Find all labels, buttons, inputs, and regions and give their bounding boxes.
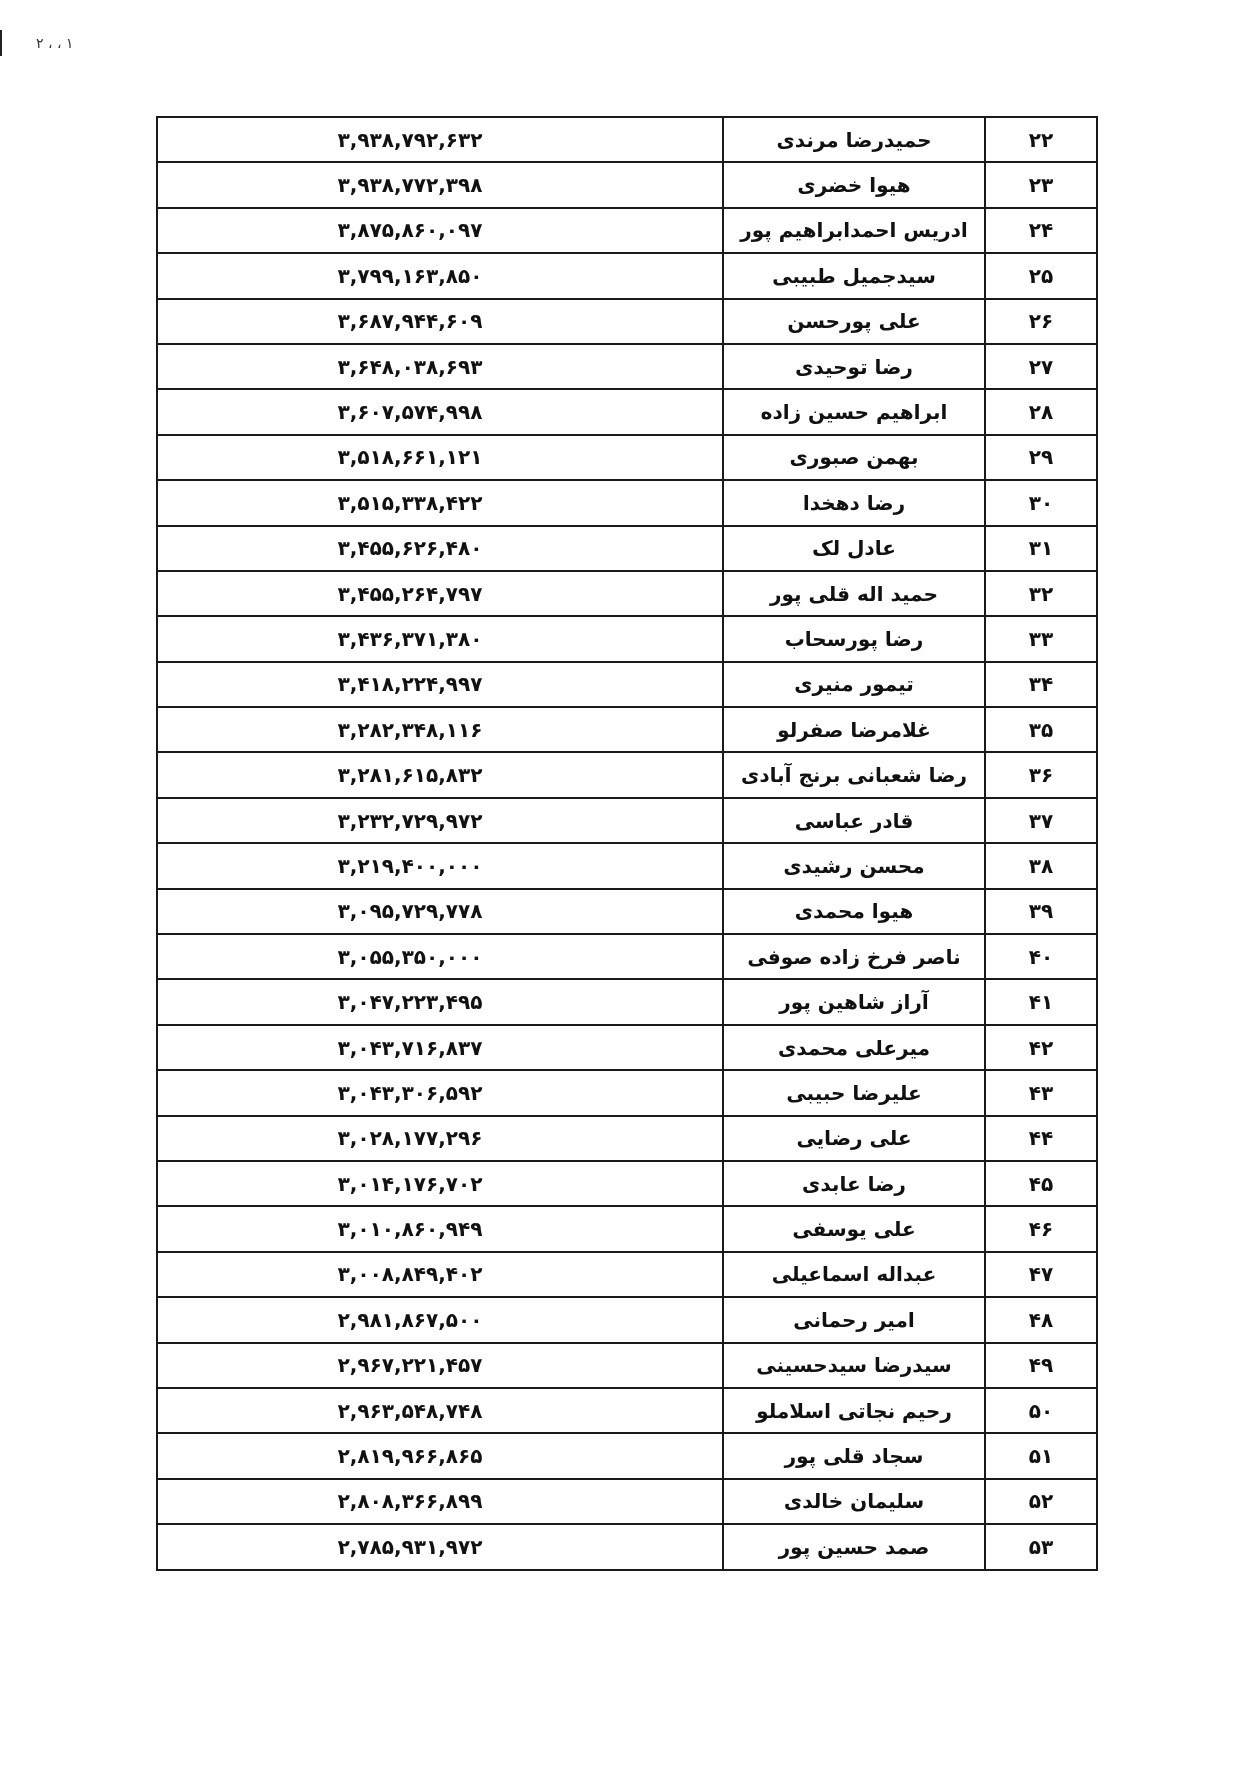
table-row [157, 389, 1097, 434]
table-row [157, 1524, 1097, 1569]
row-name: امیر رحمانی [723, 1297, 985, 1342]
row-amount-cell [157, 1206, 723, 1251]
table-row [157, 1479, 1097, 1524]
table-row [157, 1161, 1097, 1206]
row-amount: ۳,۷۹۹,۱۶۳,۸۵۰ [337, 263, 483, 288]
row-name: بهمن صبوری [723, 435, 985, 480]
row-name: ابراهیم حسین زاده [723, 389, 985, 434]
row-amount: ۲,۹۶۳,۵۴۸,۷۴۸ [337, 1398, 483, 1423]
row-name: رحیم نجاتی اسلاملو [723, 1388, 985, 1433]
row-amount-cell [157, 299, 723, 344]
row-number: ۵۲ [985, 1479, 1097, 1524]
row-number: ۲۹ [985, 435, 1097, 480]
row-amount: ۳,۴۳۶,۳۷۱,۳۸۰ [337, 626, 483, 651]
row-amount-cell [157, 1524, 723, 1569]
row-name: علیرضا حبیبی [723, 1070, 985, 1115]
row-name: عبداله اسماعیلی [723, 1252, 985, 1297]
row-amount-cell [157, 1479, 723, 1524]
row-amount: ۳,۰۵۵,۳۵۰,۰۰۰ [337, 944, 483, 969]
table-row [157, 752, 1097, 797]
row-name: صمد حسین پور [723, 1524, 985, 1569]
row-name: ادریس احمدابراهیم پور [723, 208, 985, 253]
table-row [157, 162, 1097, 207]
row-amount-cell [157, 798, 723, 843]
table-row [157, 979, 1097, 1024]
row-number: ۴۵ [985, 1161, 1097, 1206]
row-name: سیدجمیل طبیبی [723, 253, 985, 298]
row-number: ۲۶ [985, 299, 1097, 344]
row-amount-cell [157, 662, 723, 707]
row-number: ۴۲ [985, 1025, 1097, 1070]
row-amount: ۳,۰۲۸,۱۷۷,۲۹۶ [337, 1126, 483, 1151]
row-amount-cell [157, 1116, 723, 1161]
row-number: ۴۸ [985, 1297, 1097, 1342]
table-row [157, 344, 1097, 389]
row-amount-cell [157, 707, 723, 752]
row-name: رضا عابدی [723, 1161, 985, 1206]
row-amount: ۳,۲۳۲,۷۲۹,۹۷۲ [337, 808, 483, 833]
table-row [157, 571, 1097, 616]
row-amount-cell [157, 1161, 723, 1206]
row-amount-cell [157, 1070, 723, 1115]
row-amount: ۳,۲۱۹,۴۰۰,۰۰۰ [337, 853, 483, 878]
table-row [157, 616, 1097, 661]
row-amount: ۳,۰۱۴,۱۷۶,۷۰۲ [337, 1171, 483, 1196]
row-number: ۴۶ [985, 1206, 1097, 1251]
row-amount-cell [157, 208, 723, 253]
row-number: ۲۸ [985, 389, 1097, 434]
row-name: سیدرضا سیدحسینی [723, 1343, 985, 1388]
table-row [157, 253, 1097, 298]
row-amount-cell [157, 117, 723, 162]
row-amount-cell [157, 344, 723, 389]
row-name: سجاد قلی پور [723, 1433, 985, 1478]
row-number: ۳۶ [985, 752, 1097, 797]
row-amount: ۳,۰۱۰,۸۶۰,۹۴۹ [337, 1217, 483, 1242]
row-amount: ۳,۵۱۵,۳۳۸,۴۲۲ [337, 490, 483, 515]
table-row [157, 1206, 1097, 1251]
table-row [157, 662, 1097, 707]
row-name: تیمور منیری [723, 662, 985, 707]
row-name: سلیمان خالدی [723, 1479, 985, 1524]
row-number: ۴۰ [985, 934, 1097, 979]
row-number: ۲۷ [985, 344, 1097, 389]
table-row [157, 208, 1097, 253]
row-amount: ۳,۵۱۸,۶۶۱,۱۲۱ [337, 445, 483, 470]
row-amount: ۳,۴۵۵,۶۲۶,۴۸۰ [337, 536, 483, 561]
table-row [157, 299, 1097, 344]
row-number: ۲۵ [985, 253, 1097, 298]
row-name: هیوا محمدی [723, 889, 985, 934]
row-amount: ۲,۹۸۱,۸۶۷,۵۰۰ [337, 1307, 483, 1332]
row-name: قادر عباسی [723, 798, 985, 843]
row-number: ۳۳ [985, 616, 1097, 661]
row-amount: ۳,۰۴۳,۷۱۶,۸۳۷ [337, 1035, 483, 1060]
table-row [157, 1070, 1097, 1115]
row-amount-cell [157, 1252, 723, 1297]
table-row [157, 1252, 1097, 1297]
row-amount-cell [157, 934, 723, 979]
row-amount-cell [157, 616, 723, 661]
table-row [157, 1116, 1097, 1161]
row-amount: ۳,۲۸۱,۶۱۵,۸۳۲ [337, 763, 483, 788]
table-row [157, 526, 1097, 571]
row-name: رضا توحیدی [723, 344, 985, 389]
row-number: ۵۰ [985, 1388, 1097, 1433]
row-amount: ۳,۶۸۷,۹۴۴,۶۰۹ [337, 309, 483, 334]
row-amount: ۳,۶۴۸,۰۳۸,۶۹۳ [337, 354, 483, 379]
row-amount-cell [157, 1433, 723, 1478]
row-amount-cell [157, 253, 723, 298]
row-number: ۴۷ [985, 1252, 1097, 1297]
row-name: غلامرضا صفرلو [723, 707, 985, 752]
row-amount-cell [157, 979, 723, 1024]
row-amount: ۳,۹۳۸,۷۹۲,۶۳۲ [337, 127, 483, 152]
table-row [157, 435, 1097, 480]
row-name: رضا شعبانی برنج آبادی [723, 752, 985, 797]
row-amount: ۳,۰۹۵,۷۲۹,۷۷۸ [337, 899, 483, 924]
row-name: آراز شاهین پور [723, 979, 985, 1024]
row-amount-cell [157, 1388, 723, 1433]
row-amount-cell [157, 571, 723, 616]
table-row [157, 1343, 1097, 1388]
table-row [157, 1297, 1097, 1342]
row-number: ۳۵ [985, 707, 1097, 752]
row-number: ۴۹ [985, 1343, 1097, 1388]
row-name: حمیدرضا مرندی [723, 117, 985, 162]
table-row [157, 798, 1097, 843]
row-amount: ۲,۸۱۹,۹۶۶,۸۶۵ [337, 1444, 483, 1469]
row-amount-cell [157, 1025, 723, 1070]
row-amount: ۲,۸۰۸,۳۶۶,۸۹۹ [337, 1489, 483, 1514]
row-number: ۳۸ [985, 843, 1097, 888]
row-amount: ۳,۴۱۸,۲۲۴,۹۹۷ [337, 672, 483, 697]
row-name: حمید اله قلی پور [723, 571, 985, 616]
row-amount-cell [157, 162, 723, 207]
row-number: ۳۴ [985, 662, 1097, 707]
row-name: علی پورحسن [723, 299, 985, 344]
table-row [157, 1388, 1097, 1433]
row-number: ۲۲ [985, 117, 1097, 162]
row-number: ۳۹ [985, 889, 1097, 934]
row-amount: ۳,۲۸۲,۳۴۸,۱۱۶ [337, 717, 483, 742]
row-number: ۴۴ [985, 1116, 1097, 1161]
table-row [157, 934, 1097, 979]
row-name: عادل لک [723, 526, 985, 571]
row-number: ۲۴ [985, 208, 1097, 253]
table-row [157, 1433, 1097, 1478]
page-mark: ۲ ، ، ۱ [36, 36, 74, 52]
row-number: ۴۱ [985, 979, 1097, 1024]
row-number: ۳۲ [985, 571, 1097, 616]
row-name: رضا دهخدا [723, 480, 985, 525]
row-amount: ۲,۷۸۵,۹۳۱,۹۷۲ [337, 1534, 483, 1559]
row-number: ۴۳ [985, 1070, 1097, 1115]
row-number: ۳۷ [985, 798, 1097, 843]
row-amount: ۳,۴۵۵,۲۶۴,۷۹۷ [337, 581, 483, 606]
row-number: ۳۱ [985, 526, 1097, 571]
row-name: هیوا خضری [723, 162, 985, 207]
row-amount-cell [157, 889, 723, 934]
row-amount: ۲,۹۶۷,۲۲۱,۴۵۷ [337, 1353, 483, 1378]
row-name: میرعلی محمدی [723, 1025, 985, 1070]
row-number: ۲۳ [985, 162, 1097, 207]
row-number: ۵۱ [985, 1433, 1097, 1478]
row-amount-cell [157, 389, 723, 434]
row-amount-cell [157, 843, 723, 888]
table-body [157, 117, 1097, 1570]
row-amount: ۳,۸۷۵,۸۶۰,۰۹۷ [337, 218, 483, 243]
row-amount: ۳,۰۰۸,۸۴۹,۴۰۲ [337, 1262, 483, 1287]
table-row [157, 843, 1097, 888]
table-row [157, 707, 1097, 752]
row-amount: ۳,۰۴۷,۲۲۳,۴۹۵ [337, 990, 483, 1015]
row-amount-cell [157, 526, 723, 571]
ranking-table [156, 116, 1098, 1571]
row-amount-cell [157, 480, 723, 525]
row-number: ۳۰ [985, 480, 1097, 525]
row-name: محسن رشیدی [723, 843, 985, 888]
row-amount: ۳,۰۴۳,۳۰۶,۵۹۲ [337, 1080, 483, 1105]
table-row [157, 480, 1097, 525]
table-row [157, 1025, 1097, 1070]
row-amount-cell [157, 752, 723, 797]
row-name: ناصر فرخ زاده صوفی [723, 934, 985, 979]
scan-edge-mark [0, 30, 2, 56]
row-amount-cell [157, 1343, 723, 1388]
table-row [157, 117, 1097, 162]
row-number: ۵۳ [985, 1524, 1097, 1569]
row-name: علی یوسفی [723, 1206, 985, 1251]
row-amount: ۳,۶۰۷,۵۷۴,۹۹۸ [337, 400, 483, 425]
row-amount: ۳,۹۳۸,۷۷۲,۳۹۸ [337, 173, 483, 198]
row-name: علی رضایی [723, 1116, 985, 1161]
table-row [157, 889, 1097, 934]
row-amount-cell [157, 435, 723, 480]
row-name: رضا پورسحاب [723, 616, 985, 661]
row-amount-cell [157, 1297, 723, 1342]
